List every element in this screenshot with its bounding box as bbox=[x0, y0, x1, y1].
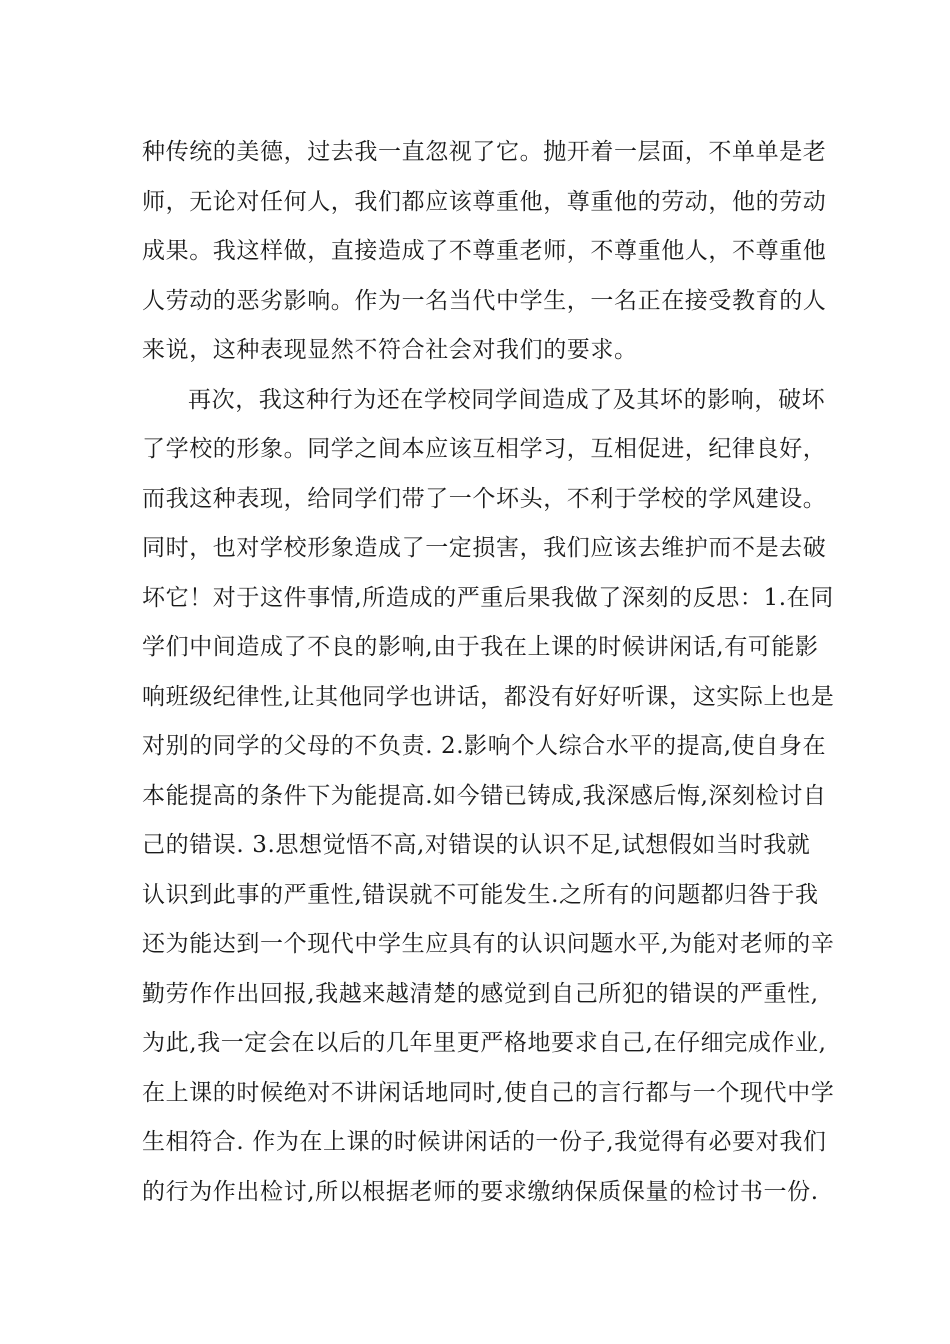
text-line: 了学校的形象。同学之间本应该互相学习，互相促进，纪律良好， bbox=[142, 436, 827, 462]
text-line: 认识到此事的严重性,错误就不可能发生.之所有的问题都归咎于我 bbox=[142, 881, 819, 908]
text-line: 来说，这种表现显然不符合社会对我们的要求。 bbox=[142, 337, 638, 363]
text-line: 同时，也对学校形象造成了一定损害，我们应该去维护而不是去破 bbox=[142, 535, 827, 561]
text-line: 生相符合. 作为在上课的时候讲闲话的一份子,我觉得有必要对我们 bbox=[142, 1129, 827, 1155]
text-line: 坏它！对于这件事情,所造成的严重后果我做了深刻的反思：1.在同 bbox=[142, 584, 834, 611]
text-line: 为此,我一定会在以后的几年里更严格地要求自己,在仔细完成作业, bbox=[142, 1030, 827, 1056]
text-line: 学们中间造成了不良的影响,由于我在上课的时候讲闲话,有可能影 bbox=[142, 634, 819, 660]
text-line: 种传统的美德，过去我一直忽视了它。抛开着一层面，不单单是老 bbox=[142, 139, 827, 165]
text-line: 而我这种表现，给同学们带了一个坏头，不利于学校的学风建设。 bbox=[142, 485, 827, 512]
document-body bbox=[142, 128, 835, 1217]
text-line: 还为能达到一个现代中学生应具有的认识问题水平,为能对老师的辛 bbox=[142, 931, 835, 957]
text-line: 人劳动的恶劣影响。作为一名当代中学生，一名正在接受教育的人 bbox=[142, 287, 827, 314]
text-line: 在上课的时候绝对不讲闲话地同时,使自己的言行都与一个现代中学 bbox=[142, 1079, 835, 1106]
text-line: 对别的同学的父母的不负责. 2.影响个人综合水平的提高,使自身在 bbox=[142, 733, 827, 759]
text-line: 师，无论对任何人，我们都应该尊重他，尊重他的劳动，他的劳动 bbox=[142, 188, 827, 215]
text-line: 本能提高的条件下为能提高.如今错已铸成,我深感后悔,深刻检讨自 bbox=[142, 782, 827, 809]
text-line: 的行为作出检讨,所以根据老师的要求缴纳保质保量的检讨书一份. bbox=[142, 1178, 819, 1205]
text-line: 成果。我这样做，直接造成了不尊重老师，不尊重他人，不尊重他 bbox=[142, 238, 827, 264]
text-line: 响班级纪律性,让其他同学也讲话，都没有好好听课，这实际上也是 bbox=[142, 683, 835, 710]
paragraph-start-line: 再次，我这种行为还在学校同学间造成了及其坏的影响，破坏 bbox=[188, 386, 826, 413]
text-line: 己的错误. 3.思想觉悟不高,对错误的认识不足,试想假如当时我就 bbox=[142, 832, 811, 858]
text-line: 勤劳作作出回报,我越来越清楚的感觉到自己所犯的错误的严重性, bbox=[142, 980, 819, 1007]
